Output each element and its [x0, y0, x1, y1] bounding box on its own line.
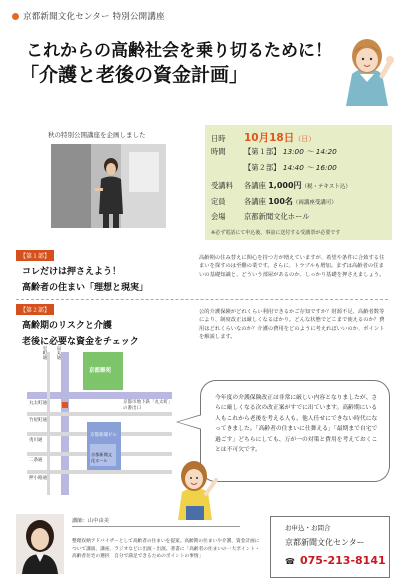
- contact-phone[interactable]: [285, 554, 386, 567]
- date-suffix: （日）: [294, 135, 316, 143]
- session-1-block: [16, 250, 388, 300]
- capacity-note: （両講座受講可）: [292, 200, 337, 206]
- organizer-header: [12, 10, 165, 22]
- venue-row: [211, 212, 310, 222]
- date-row: [211, 130, 315, 145]
- lecturer-name: 講師：山中由美: [72, 516, 240, 527]
- event-info-box: [205, 125, 392, 240]
- seminar-scene-image: [51, 144, 166, 228]
- contact-organization: 京都新聞文化センター: [285, 538, 365, 547]
- map-station-label: 京都市地下鉄「丸太町」の番出口: [123, 400, 171, 411]
- session-1-heading-2: 高齢者の住まい「理想と現実」: [22, 283, 149, 293]
- time-row-1: [211, 147, 337, 157]
- speech-bubble-text: 今年度の介護保険改正は非常に厳しい内容となりましたが、さらに厳しくなる次の改正案がすでに出ています。高齢期にいる人もこれから老後を考える人も、他人任せにできない時代になってきました。「高齢者の住まいに仕舞える」「最期まで自宅で過ごす」どちらにしても、万が一の対策と費用を考えておくことは不可欠です。: [215, 395, 378, 454]
- contact-label: お申込・お問合: [285, 524, 331, 532]
- fee-row: [211, 180, 351, 191]
- session-1-heading-1: コレだけは押さえよう！: [22, 267, 122, 277]
- session-2-heading-1: 高齢期のリスクと介護: [22, 321, 112, 331]
- map-road-nijo: 二条通: [29, 458, 43, 463]
- session-2-label: 【第２部】: [16, 304, 54, 315]
- capacity-row: [211, 196, 337, 207]
- map-building-park: 京都御苑: [89, 368, 112, 374]
- capacity-prefix: 各講座: [244, 197, 266, 206]
- session-2-heading-2: 老後に必要な資金をチェック: [22, 337, 139, 347]
- girl-pointing-illustration: [172, 458, 218, 520]
- date-value: 10月18日: [244, 132, 295, 144]
- lecturer-bio: 整理収納アドバイザーとして高齢者の住まいを提案。高齢期の住まいや介護、資金計画について講演、講座、ラジオなどに出演・出演。著書に「高齢者の住まいの一大ポイント・高齢者住宅の選択 自分で満足できるためのポイントの事情」: [72, 539, 260, 560]
- map-road-karasuma: 烏丸通: [56, 346, 61, 360]
- session1-label: 【第１部】: [244, 147, 281, 156]
- fee-value: 1,000円: [268, 181, 302, 190]
- fee-note: （税・テキスト込）: [301, 184, 351, 190]
- capacity-value: 100名: [268, 197, 293, 206]
- lecturer-portrait: [16, 514, 64, 574]
- title-line-2: 「介護と老後の資金計画」: [20, 64, 249, 86]
- bullet-dot-icon: [12, 13, 19, 20]
- speech-bubble: [200, 380, 390, 482]
- map-road-ebisugawa: 夷川通: [29, 438, 43, 443]
- fee-label: 受講料: [211, 181, 233, 190]
- map-road-takeyamachi: 竹屋町通: [29, 418, 47, 423]
- access-map: [27, 346, 172, 495]
- seminar-photo: [51, 144, 166, 228]
- time-row-2: [211, 163, 337, 173]
- photo-caption: 秋の特別公開講座を企画しました: [48, 131, 146, 139]
- date-label: 日時: [211, 134, 226, 143]
- contact-box: [270, 516, 390, 578]
- lecturer-photo: [16, 514, 64, 574]
- speech-bubble-tail-fill: [178, 415, 202, 429]
- map-building-hq: 京都新聞ビル: [90, 433, 117, 438]
- session-1-label: 【第１部】: [16, 250, 54, 261]
- registration-note: ※必ず電話にて申込後、事前に送付する受講票が必要です: [211, 230, 341, 236]
- map-road-marutamachi: 丸太町通: [29, 401, 47, 406]
- venue-label: 会場: [211, 212, 226, 221]
- capacity-label: 定員: [211, 197, 226, 206]
- fee-prefix: 各講座: [244, 181, 266, 190]
- map-road-muromachi: 室町通: [42, 346, 47, 360]
- title-line-1: これからの高齢社会を乗り切るために！: [26, 41, 332, 61]
- map-building-hall: 京都新聞文化ホール: [91, 452, 112, 463]
- session-2-block: [16, 304, 388, 352]
- session-2-description: 公的介護保険がどれくらい利用できるかご存知ですか？財源不足、高齢者数等により、制度改正は厳しくなるばかり。どんな状態でどこまで使えるのか？費用はどれくらいなのか？介護の費用をどのように考えればいいのか、ポイントを解説します。: [199, 309, 385, 340]
- session-1-description: 高齢期の住み替えに関心を持つ方が増えていますが、希望や条件に合致する住まいを探すのは至難の業です。さらに、トラブルも増加。まずは高齢者の住まいの基礎知識と、どういう部屋があるのか、しっかり基礎を押さえましょう。: [199, 255, 385, 278]
- phone-icon: ☎: [285, 557, 295, 566]
- organizer-text: 京都新聞文化センター 特別公開講座: [23, 12, 165, 22]
- session1-time: 13:00 〜 14:20: [282, 147, 337, 156]
- time-label: 時間: [211, 147, 226, 156]
- map-road-oshikoji: 押小路通: [29, 476, 47, 481]
- contact-phone-number: 075-213-8141: [299, 554, 386, 567]
- venue-value: 京都新聞文化ホール: [244, 212, 310, 221]
- lady-waving-illustration: [338, 34, 396, 106]
- session2-label: 【第２部】: [244, 163, 281, 172]
- session2-time: 14:40 〜 16:00: [282, 163, 337, 172]
